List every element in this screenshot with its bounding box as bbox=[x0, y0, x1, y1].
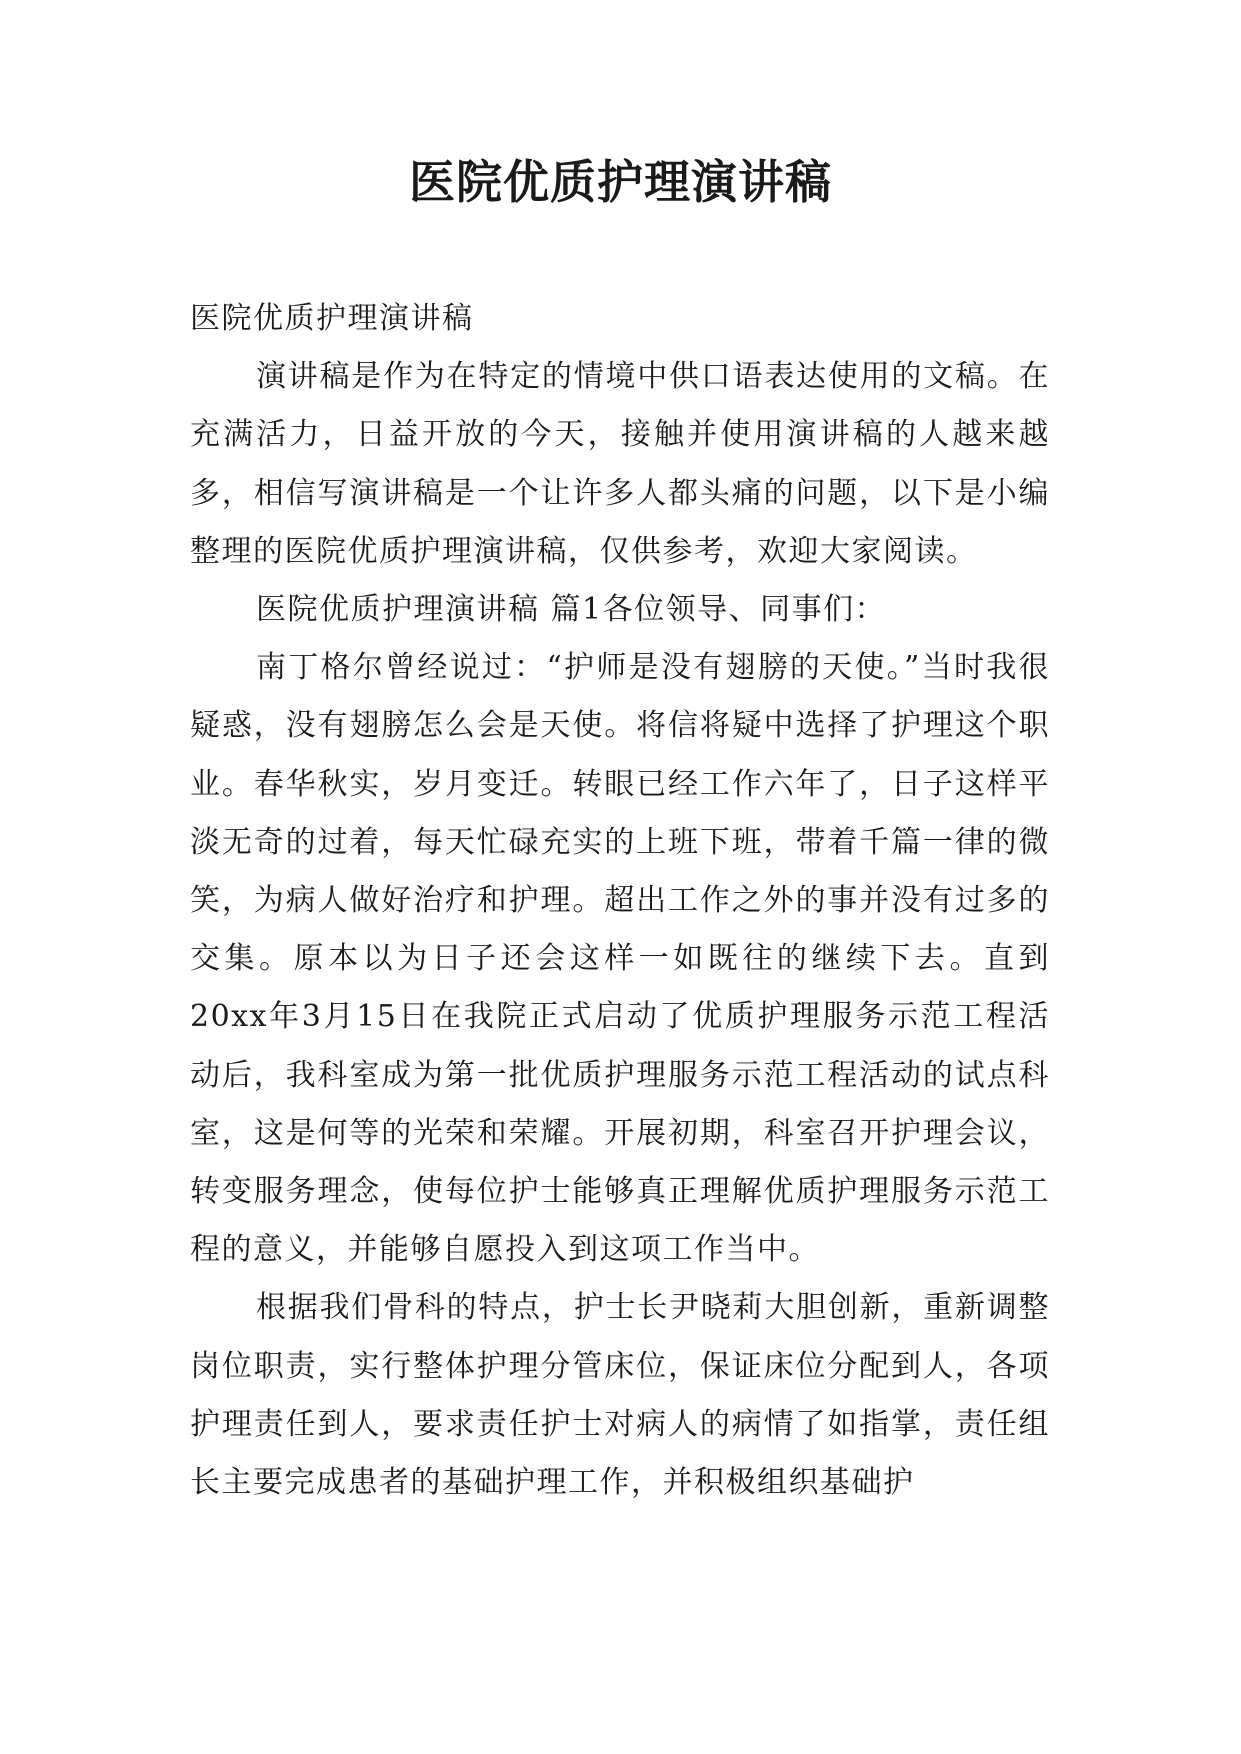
paragraph-orthopedics: 根据我们骨科的特点，护士长尹晓莉大胆创新，重新调整岗位职责，实行整体护理分管床位，保证床位分配到人，各项护理责任到人，要求责任护士对病人的病情了如指掌，责任组长主要完成患者的基础护理工作，并积极组织基础护 bbox=[190, 1290, 1050, 1501]
document-subtitle: 医院优质护理演讲稿 bbox=[190, 301, 474, 336]
document-body bbox=[190, 290, 1050, 1512]
paragraph-salutation: 医院优质护理演讲稿 篇1各位领导、同事们： bbox=[256, 592, 887, 628]
paragraph-intro: 演讲稿是作为在特定的情境中供口语表达使用的文稿。在充满活力，日益开放的今天，接触并使用演讲稿的人越来越多，相信写演讲稿是一个让许多人都头痛的问题，以下是小编整理的医院优质护理演讲稿，仅供参考，欢迎大家阅读。 bbox=[190, 359, 1050, 569]
paragraph-nightingale: 南丁格尔曾经说过：“护师是没有翅膀的天使。”当时我很疑惑，没有翅膀怎么会是天使。将信将疑中选择了护理这个职业。春华秋实，岁月变迁。转眼已经工作六年了，日子这样平淡无奇的过着，每天忙碌充实的上班下班，带着千篇一律的微笑，为病人做好治疗和护理。超出工作之外的事并没有过多的交集。原本以为日子还会这样一如既往的继续下去。直到20xx年3月15日在我院正式启动了优质护理服务示范工程活动后，我科室成为第一批优质护理服务示范工程活动的试点科室，这是何等的光荣和荣耀。开展初期，科室召开护理会议，转变服务理念，使每位护士能够真正理解优质护理服务示范工程的意义，并能够自愿投入到这项工作当中。 bbox=[190, 650, 1050, 1268]
document-title: 医院优质护理演讲稿 bbox=[409, 155, 832, 209]
